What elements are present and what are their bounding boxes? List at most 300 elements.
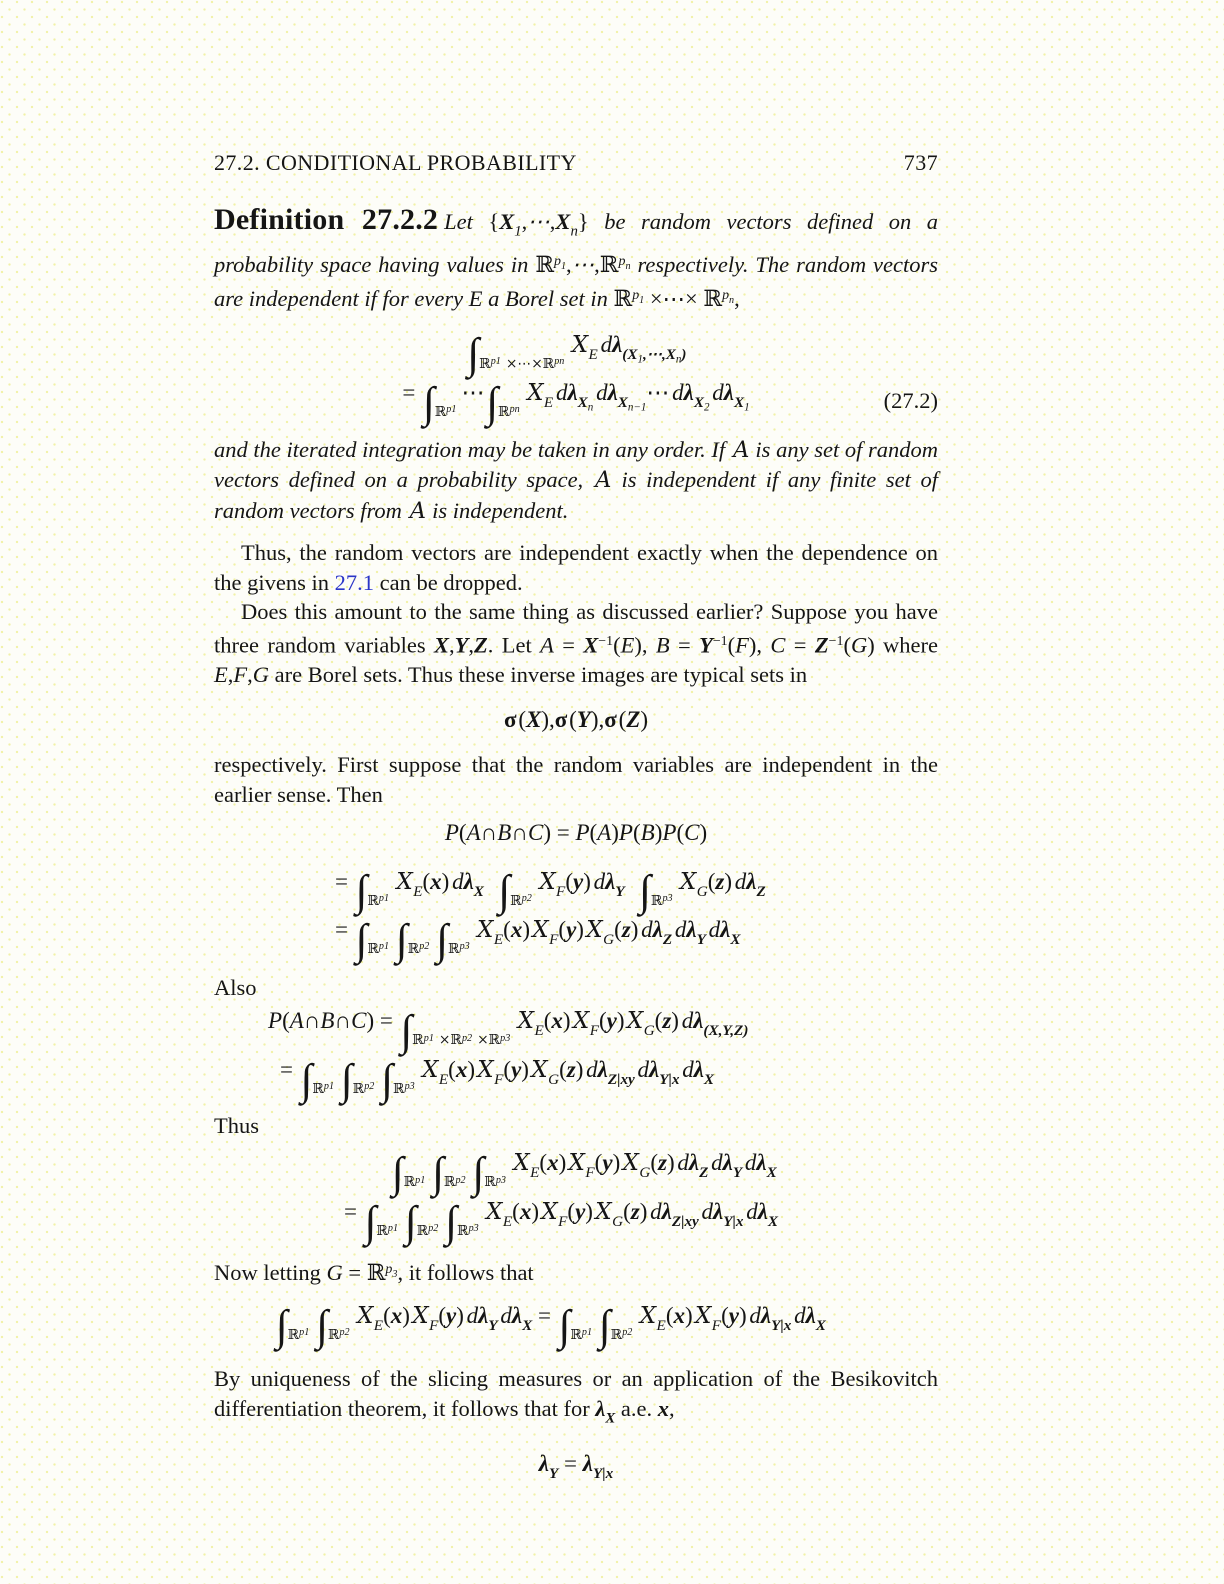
math-seg-t: . Let bbox=[487, 632, 541, 658]
math-seg-scr: X bbox=[568, 1150, 586, 1177]
math-seg-bsub: (X,Y,Z) bbox=[703, 1022, 749, 1040]
math-seg-int: ∫ bbox=[639, 867, 651, 916]
math-seg-op: = bbox=[342, 1259, 367, 1285]
math-seg-op: ) bbox=[738, 1303, 747, 1329]
math-seg-sup: p bbox=[632, 288, 640, 304]
math-seg-op: ( bbox=[654, 1008, 663, 1034]
math-seg-int: ∫ bbox=[472, 1149, 485, 1197]
math-seg-sub: E bbox=[656, 1317, 666, 1335]
math-seg-sub: E bbox=[534, 1022, 544, 1040]
math-seg-scr: X bbox=[486, 1199, 503, 1226]
math-seg-limsup: p1 bbox=[387, 1223, 399, 1235]
math-seg-int: ∫ bbox=[364, 1197, 377, 1246]
math-seg-bsub: Y|x bbox=[771, 1317, 792, 1335]
math-seg-op: ( bbox=[558, 917, 567, 943]
math-seg-limsup: p3 bbox=[495, 1174, 506, 1186]
math-seg-bv: x bbox=[510, 917, 523, 943]
math-seg-op: = bbox=[335, 917, 354, 943]
math-seg-lam: λ bbox=[756, 1150, 767, 1176]
paragraph-thus-random-vectors bbox=[214, 538, 938, 597]
math-seg-limsup: p3 bbox=[662, 892, 673, 904]
math-seg-bv: Z bbox=[814, 632, 829, 658]
math-seg-op: ) bbox=[558, 1150, 567, 1176]
math-seg-d: d bbox=[672, 380, 684, 406]
math-seg-sub: F bbox=[711, 1317, 722, 1335]
math-seg-t: , it follows that bbox=[397, 1259, 534, 1285]
math-seg-scr: X bbox=[396, 868, 414, 895]
math-seg-v: C bbox=[770, 632, 786, 658]
math-seg-op: ( bbox=[448, 1057, 456, 1083]
math-seg-lim: ℝ bbox=[287, 1327, 300, 1344]
math-seg-op: } bbox=[577, 208, 589, 234]
math-seg-limsup: p1 bbox=[490, 355, 501, 367]
math-seg-op: ) bbox=[583, 868, 591, 894]
math-seg-lam: λ bbox=[511, 1303, 523, 1329]
paragraph-does-this-amount bbox=[214, 597, 938, 689]
math-seg-sub: E bbox=[438, 1071, 449, 1089]
math-seg-bsub: Z bbox=[662, 931, 673, 949]
running-header bbox=[214, 148, 938, 178]
math-seg-op: ) bbox=[612, 1150, 621, 1176]
equation-independent-line1 bbox=[214, 867, 938, 916]
math-seg-v: F bbox=[233, 662, 248, 688]
math-seg-int: ∫ bbox=[558, 1301, 571, 1350]
math-seg-op: = bbox=[669, 632, 700, 658]
math-seg-bsub: X bbox=[703, 1071, 715, 1089]
math-seg-op: ), bbox=[541, 706, 555, 732]
math-seg-limsup: p1 bbox=[415, 1174, 426, 1186]
math-seg-scr: X bbox=[622, 1150, 640, 1177]
math-seg-it: is independent. bbox=[426, 497, 569, 523]
math-seg-op: , bbox=[734, 286, 740, 312]
math-seg-op: ( bbox=[503, 1057, 512, 1083]
math-seg-scr: X bbox=[513, 1150, 531, 1177]
math-seg-int: ∫ bbox=[486, 378, 499, 427]
math-seg-lim: ×ℝ bbox=[477, 1032, 501, 1049]
math-seg-subsub: n bbox=[587, 401, 594, 414]
math-seg-op: , bbox=[566, 251, 572, 277]
math-seg-bv: z bbox=[658, 1150, 667, 1176]
math-seg-scr: X bbox=[477, 917, 494, 944]
math-seg-d: d bbox=[701, 1199, 714, 1225]
math-seg-op: ) bbox=[639, 1199, 648, 1225]
math-seg-op: ( bbox=[676, 820, 685, 846]
math-seg-limsup: p2 bbox=[622, 1327, 633, 1339]
math-seg-bv: Z bbox=[626, 706, 641, 732]
math-seg-d: d bbox=[708, 917, 721, 943]
math-seg-scr: X bbox=[595, 1199, 613, 1226]
math-seg-op: ∩ bbox=[334, 1008, 352, 1034]
math-seg-sub: G bbox=[612, 1212, 624, 1230]
math-seg-lim: ℝ bbox=[479, 355, 491, 372]
math-seg-lim: ℝ bbox=[352, 1081, 365, 1098]
math-seg-op: ( bbox=[618, 706, 627, 732]
math-seg-limsup: p1 bbox=[581, 1327, 593, 1339]
math-seg-op: ) bbox=[575, 1057, 584, 1083]
equation-27-2-line2-body bbox=[402, 378, 750, 427]
math-seg-v: P bbox=[618, 820, 633, 846]
math-seg-lim: ℝ bbox=[367, 892, 379, 909]
math-seg-lam: λ bbox=[686, 917, 697, 943]
math-seg-t: Now letting bbox=[214, 1259, 327, 1285]
math-seg-limsup: p2 bbox=[461, 1032, 473, 1044]
math-seg-bsub: X bbox=[665, 345, 676, 363]
math-seg-lam: λ bbox=[597, 1057, 608, 1083]
math-seg-op: ) bbox=[611, 820, 619, 846]
math-seg-limsup: p3 bbox=[404, 1081, 415, 1093]
math-seg-limsup: p2 bbox=[428, 1223, 439, 1235]
math-seg-op: ), bbox=[590, 706, 605, 732]
math-seg-bsub: ,⋯, bbox=[643, 345, 666, 363]
math-seg-d: d bbox=[794, 1303, 806, 1329]
math-seg-int: ∫ bbox=[355, 867, 368, 916]
math-seg-op: ) bbox=[724, 868, 732, 894]
math-seg-it: ⋯ bbox=[527, 208, 550, 234]
math-seg-scr: X bbox=[626, 1008, 644, 1035]
math-seg-t: Thus, the random vectors are independent exactly when the dependence on the givens in bbox=[214, 540, 938, 595]
math-seg-lim: ℝ bbox=[312, 1081, 324, 1098]
math-seg-supsub: n bbox=[729, 295, 735, 307]
math-seg-bv: y bbox=[511, 1057, 522, 1083]
math-seg-lim: ℝ bbox=[407, 941, 420, 958]
math-seg-limsup: p1 bbox=[446, 404, 457, 416]
math-seg-bsub: Y bbox=[732, 1164, 743, 1182]
math-seg-bsub: Y bbox=[488, 1317, 498, 1335]
math-seg-v: E bbox=[620, 632, 635, 658]
math-seg-lam: λ bbox=[582, 1450, 593, 1476]
math-seg-d: d bbox=[637, 1057, 650, 1083]
math-seg-op: ) bbox=[616, 1008, 625, 1034]
math-seg-bsub: Z|xy bbox=[671, 1212, 699, 1230]
math-seg-op: ( bbox=[707, 868, 716, 894]
math-seg-lam: λ bbox=[567, 380, 578, 406]
math-seg-subsub: 2 bbox=[703, 401, 710, 414]
math-seg-bb: ℝ bbox=[703, 286, 723, 313]
math-seg-scr: X bbox=[694, 1303, 712, 1330]
math-seg-lam: λ bbox=[649, 1057, 660, 1083]
math-seg-op: = bbox=[280, 1057, 299, 1083]
equation-thus-line1 bbox=[214, 1149, 938, 1197]
math-seg-lam: λ bbox=[693, 1008, 704, 1034]
math-seg-v: G bbox=[326, 1259, 343, 1285]
math-seg-op: = bbox=[402, 380, 422, 406]
math-seg-scr: X bbox=[541, 1199, 559, 1226]
math-seg-int: ∫ bbox=[445, 1197, 458, 1246]
math-seg-sub: 1 bbox=[514, 223, 522, 240]
math-seg-lim: ℝ bbox=[367, 941, 379, 958]
math-seg-v: P bbox=[575, 820, 590, 846]
math-seg-op: ( bbox=[843, 632, 851, 658]
math-seg-op: = bbox=[785, 632, 815, 658]
math-seg-bsub: X bbox=[693, 394, 704, 412]
math-seg-sub: E bbox=[543, 394, 554, 412]
math-seg-bv: x bbox=[455, 1057, 468, 1083]
math-seg-v: B bbox=[655, 632, 670, 658]
math-seg-op: ( bbox=[539, 1150, 548, 1176]
math-seg-op: , bbox=[594, 251, 600, 277]
math-seg-op: ( bbox=[594, 1150, 603, 1176]
math-seg-op: { bbox=[488, 208, 500, 234]
math-seg-bsub: X bbox=[733, 394, 745, 412]
math-seg-bv: X bbox=[583, 632, 599, 658]
math-seg-lim: ×ℝ bbox=[438, 1032, 462, 1049]
ref-link-27-1[interactable]: 27.1 bbox=[334, 569, 374, 595]
math-seg-bv: Y bbox=[454, 632, 469, 658]
math-seg-v: G bbox=[850, 632, 868, 658]
math-seg-v: B bbox=[497, 820, 512, 846]
math-seg-sub: E bbox=[413, 882, 423, 900]
math-seg-bv: X bbox=[434, 632, 450, 658]
math-seg-lam: λ bbox=[723, 380, 734, 406]
math-seg-v: B bbox=[640, 820, 655, 846]
equation-fubini bbox=[214, 1301, 938, 1350]
math-seg-d: d bbox=[734, 868, 747, 894]
math-seg-op: = bbox=[344, 1199, 363, 1225]
math-seg-op: ( bbox=[632, 820, 641, 846]
math-seg-bv: x bbox=[673, 1303, 685, 1329]
math-seg-scr: X bbox=[572, 1008, 590, 1035]
math-seg-op: ) bbox=[640, 706, 649, 732]
math-seg-sub: G bbox=[639, 1164, 651, 1182]
math-seg-bv: x bbox=[657, 1395, 669, 1421]
math-seg-bsub: Z bbox=[699, 1164, 709, 1182]
equation-also-line2 bbox=[214, 1055, 938, 1104]
math-seg-bv: z bbox=[662, 1008, 672, 1034]
math-seg-sub: G bbox=[643, 1022, 655, 1040]
math-seg-op: ( bbox=[613, 632, 621, 658]
math-seg-it: ⋯ bbox=[571, 251, 595, 277]
math-seg-bsub: Z bbox=[756, 882, 766, 900]
math-seg-op: ) bbox=[521, 1057, 529, 1083]
math-seg-it: and the iterated integration may be taken in any order. If bbox=[214, 436, 731, 462]
math-seg-v: A bbox=[289, 1008, 304, 1034]
math-seg-bsub: X bbox=[815, 1317, 826, 1335]
math-seg-subsub: 1 bbox=[744, 401, 750, 414]
math-seg-op: ) bbox=[867, 632, 875, 658]
math-seg-bv: Y bbox=[576, 706, 591, 732]
math-seg-lam: λ bbox=[538, 1450, 550, 1476]
math-seg-sub: E bbox=[530, 1164, 540, 1182]
math-seg-int: ∫ bbox=[381, 1055, 394, 1104]
math-seg-d: d bbox=[681, 1008, 694, 1034]
math-seg-op: ) = bbox=[366, 1008, 399, 1034]
math-seg-lim: ×⋯× bbox=[505, 355, 543, 372]
math-seg-op: , bbox=[247, 662, 253, 688]
math-seg-d: d bbox=[674, 917, 687, 943]
math-seg-op: ) bbox=[699, 820, 708, 846]
math-seg-lim: ℝ bbox=[328, 1327, 340, 1344]
math-seg-limsup: p1 bbox=[378, 892, 390, 904]
math-seg-lam: λ bbox=[722, 1150, 733, 1176]
math-seg-int: ∫ bbox=[340, 1055, 353, 1104]
math-seg-d: d bbox=[596, 380, 608, 406]
math-seg-bsub: Y bbox=[696, 931, 706, 949]
paragraph-respectively bbox=[214, 750, 938, 809]
math-seg-subsub: n bbox=[675, 353, 682, 366]
math-seg-d: d bbox=[682, 1057, 694, 1083]
math-seg-limsup: p1 bbox=[323, 1081, 335, 1093]
math-seg-op: , bbox=[669, 1395, 675, 1421]
math-seg-int: ∫ bbox=[316, 1301, 329, 1350]
math-seg-sub: E bbox=[588, 345, 598, 363]
math-seg-subsub: n−1 bbox=[627, 401, 647, 414]
math-seg-op: ( bbox=[721, 1303, 729, 1329]
math-seg-op: ) bbox=[402, 1303, 410, 1329]
math-seg-scr: X bbox=[679, 868, 697, 895]
math-seg-bv: Y bbox=[699, 632, 713, 658]
math-seg-scr: X bbox=[477, 1057, 495, 1084]
math-seg-op: ( bbox=[665, 1303, 674, 1329]
math-seg-op: ) bbox=[634, 632, 642, 658]
math-seg-bv: y bbox=[728, 1303, 739, 1329]
math-seg-limsup: p1 bbox=[378, 941, 390, 953]
math-seg-t: a.e. bbox=[615, 1395, 658, 1421]
math-seg-lam: λ bbox=[661, 1199, 672, 1225]
math-seg-bsub: Y bbox=[615, 882, 625, 900]
math-seg-op: = bbox=[335, 868, 354, 894]
math-seg-op: = bbox=[532, 1303, 557, 1329]
math-seg-op: ( bbox=[438, 1303, 447, 1329]
thus-label: Thus bbox=[214, 1112, 259, 1138]
definition-heading: Definition 27.2.2 bbox=[214, 202, 439, 236]
math-seg-sg: σ bbox=[503, 706, 517, 732]
math-seg-limsup: p3 bbox=[500, 1032, 511, 1044]
math-seg-bv: z bbox=[715, 868, 725, 894]
math-seg-lam: λ bbox=[688, 1150, 700, 1176]
section-heading: 27.2. CONDITIONAL PROBABILITY bbox=[214, 150, 577, 175]
math-seg-bsub: Y|x bbox=[723, 1212, 744, 1230]
math-seg-op: ( bbox=[567, 1199, 576, 1225]
math-seg-int: ∫ bbox=[422, 378, 435, 427]
math-seg-bsub: X bbox=[767, 1212, 779, 1230]
math-seg-d: d bbox=[677, 1150, 689, 1176]
math-seg-sub: E bbox=[502, 1212, 513, 1230]
math-seg-int: ∫ bbox=[432, 1149, 445, 1197]
paragraph-iterated-integration bbox=[214, 435, 938, 527]
math-seg-int: ∫ bbox=[436, 915, 449, 964]
math-seg-bv: X bbox=[555, 208, 571, 234]
math-seg-d: d bbox=[600, 331, 613, 357]
math-seg-sup: p bbox=[554, 253, 561, 269]
math-seg-t: , bbox=[641, 632, 656, 658]
math-seg-lim: ℝ bbox=[498, 404, 510, 421]
math-seg-lam: λ bbox=[760, 1303, 772, 1329]
math-seg-v: F bbox=[735, 632, 749, 658]
paragraph-now-letting bbox=[214, 1255, 938, 1289]
math-seg-int: ∫ bbox=[395, 915, 408, 964]
math-seg-d: d bbox=[466, 1303, 479, 1329]
math-seg-bsub: X bbox=[577, 394, 588, 412]
math-seg-scr: X bbox=[412, 1303, 430, 1330]
math-seg-op: ( bbox=[727, 632, 736, 658]
math-seg-limsup: p1 bbox=[299, 1327, 310, 1339]
math-seg-bsub: X bbox=[617, 394, 628, 412]
math-seg-d: d bbox=[500, 1303, 512, 1329]
math-seg-op: ( bbox=[422, 868, 431, 894]
math-seg-scr: X bbox=[539, 868, 557, 895]
math-seg-limsup: pn bbox=[509, 404, 520, 416]
math-seg-limsup: p2 bbox=[339, 1327, 350, 1339]
math-seg-d: d bbox=[641, 917, 653, 943]
math-seg-v: C bbox=[684, 820, 700, 846]
math-seg-op: , bbox=[227, 662, 234, 688]
also-label: Also bbox=[214, 974, 257, 1000]
math-seg-t: By uniqueness of the slicing measures or an application of the Besikovitch differentiation theorem, it follows that for bbox=[214, 1366, 938, 1421]
math-seg-lam: λ bbox=[612, 331, 623, 357]
math-seg-op: = bbox=[553, 632, 584, 658]
equation-thus-line2 bbox=[214, 1197, 938, 1246]
math-seg-v: A bbox=[466, 820, 481, 846]
math-seg-scr: A bbox=[409, 497, 427, 524]
math-seg-d: d bbox=[712, 380, 724, 406]
math-seg-bb: ℝ bbox=[613, 286, 633, 313]
page-content bbox=[214, 148, 938, 1482]
math-seg-op: ∩ bbox=[511, 820, 528, 846]
math-seg-supsub: 3 bbox=[392, 1268, 398, 1280]
definition-paragraph bbox=[214, 202, 938, 316]
math-seg-lam: λ bbox=[683, 380, 694, 406]
math-seg-op: ⋯ bbox=[461, 380, 485, 406]
math-seg-t: respectively. First suppose that the random variables are independent in the earlier sense. Then bbox=[214, 752, 938, 807]
math-seg-bv: x bbox=[430, 868, 442, 894]
math-seg-op: ×⋯× bbox=[644, 286, 704, 312]
math-seg-scr: X bbox=[527, 380, 544, 407]
math-seg-bsub: X bbox=[522, 1317, 533, 1335]
math-seg-bsub: X bbox=[766, 1164, 777, 1182]
math-seg-lam: λ bbox=[652, 917, 663, 943]
math-seg-op: ( bbox=[565, 868, 573, 894]
math-seg-supsub: 1 bbox=[639, 295, 645, 307]
math-seg-lim: ℝ bbox=[570, 1327, 582, 1344]
math-seg-subsub: 1 bbox=[637, 353, 643, 366]
equation-27-2-line2 bbox=[214, 378, 938, 427]
math-seg-scr: X bbox=[422, 1057, 439, 1084]
math-seg-bv: y bbox=[572, 868, 584, 894]
math-seg-v: B bbox=[320, 1008, 335, 1034]
math-seg-op: , bbox=[549, 208, 556, 234]
math-seg-op: ∩ bbox=[303, 1008, 321, 1034]
math-seg-sg: σ bbox=[604, 706, 617, 732]
math-seg-scr: X bbox=[586, 917, 604, 944]
math-seg-t: , bbox=[756, 632, 771, 658]
equation-lambda-equality bbox=[214, 1451, 938, 1482]
math-seg-bv: y bbox=[446, 1303, 457, 1329]
page-number: 737 bbox=[903, 150, 938, 175]
math-seg-int: ∫ bbox=[275, 1301, 288, 1350]
math-seg-bsub: ( bbox=[622, 345, 628, 363]
math-seg-lim: ℝ bbox=[403, 1174, 416, 1191]
math-seg-bv: y bbox=[602, 1150, 613, 1176]
math-seg-sub: E bbox=[493, 931, 504, 949]
math-seg-limsup: p3 bbox=[468, 1223, 479, 1235]
equation-number-27-2: (27.2) bbox=[883, 387, 938, 413]
math-seg-d: d bbox=[593, 868, 606, 894]
equation-sigma-algebras bbox=[214, 707, 938, 733]
equation-27-2-line1 bbox=[214, 330, 938, 379]
math-seg-lim: ℝ bbox=[434, 404, 447, 421]
math-seg-t: Does this amount to the same thing as discussed earlier? Suppose you have three random variables bbox=[214, 599, 938, 658]
math-seg-limsup: p2 bbox=[364, 1081, 375, 1093]
math-seg-sup: p bbox=[722, 288, 730, 304]
math-seg-bv: x bbox=[519, 1199, 532, 1225]
math-seg-lim: ℝ bbox=[393, 1081, 405, 1098]
math-seg-limsup: p3 bbox=[459, 941, 470, 953]
math-seg-v: P bbox=[444, 820, 459, 846]
math-seg-op: ( bbox=[518, 706, 526, 732]
math-seg-d: d bbox=[452, 868, 464, 894]
math-seg-limsup: p1 bbox=[423, 1032, 434, 1044]
math-seg-v: E bbox=[214, 662, 228, 688]
